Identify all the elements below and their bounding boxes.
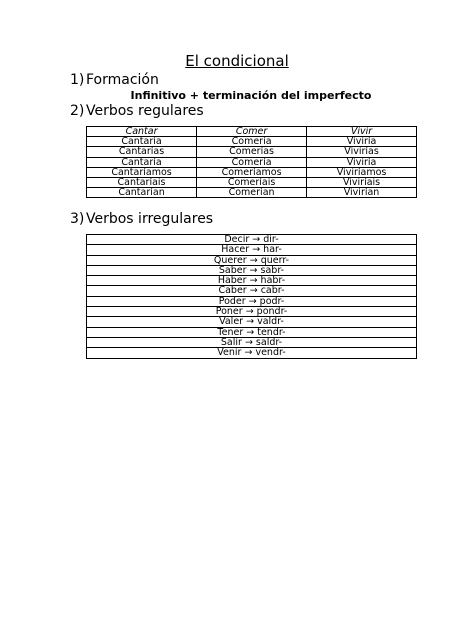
irregular-verbs-table xyxy=(86,234,417,359)
section-regulares-heading xyxy=(70,103,204,119)
table-cell: Comería xyxy=(197,157,307,167)
table-cell: Comeríais xyxy=(197,178,307,188)
table-cell: Tener → tendr- xyxy=(87,327,417,337)
table-row xyxy=(87,276,417,286)
table-cell: Decir → dir- xyxy=(87,235,417,245)
table-row xyxy=(87,245,417,255)
document-title: El condicional xyxy=(185,52,289,70)
table-cell: Cantaríamos xyxy=(87,167,197,177)
table-header-row xyxy=(87,127,417,137)
table-cell: Saber → sabr- xyxy=(87,265,417,275)
table-row xyxy=(87,167,417,177)
table-cell: Comeríamos xyxy=(197,167,307,177)
table-cell: Viviríais xyxy=(307,178,417,188)
table-cell: Viviríamos xyxy=(307,167,417,177)
table-cell: Cantarías xyxy=(87,147,197,157)
column-header: Cantar xyxy=(87,127,197,137)
table-row xyxy=(87,337,417,347)
table-row xyxy=(87,157,417,167)
section-number: 3) xyxy=(70,211,85,227)
section-irregulares-heading xyxy=(70,211,213,227)
table-row xyxy=(87,147,417,157)
table-cell: Hacer → har- xyxy=(87,245,417,255)
table-row xyxy=(87,188,417,198)
table-row xyxy=(87,286,417,296)
regular-verbs-table xyxy=(86,126,417,198)
table-cell: Valer → valdr- xyxy=(87,317,417,327)
column-header: Vivir xyxy=(307,127,417,137)
table-row xyxy=(87,265,417,275)
column-header: Comer xyxy=(197,127,307,137)
table-row xyxy=(87,235,417,245)
table-cell: Poner → pondr- xyxy=(87,307,417,317)
section-label: Verbos regulares xyxy=(86,103,204,119)
table-cell: Cantaríais xyxy=(87,178,197,188)
table-cell: Comería xyxy=(197,137,307,147)
table-cell: Querer → querr- xyxy=(87,255,417,265)
table-row xyxy=(87,137,417,147)
table-row xyxy=(87,178,417,188)
table-cell: Venir → vendr- xyxy=(87,348,417,358)
table-cell: Haber → habr- xyxy=(87,276,417,286)
table-row xyxy=(87,327,417,337)
table-cell: Comerían xyxy=(197,188,307,198)
section-formacion-heading xyxy=(70,72,159,88)
table-cell: Comerías xyxy=(197,147,307,157)
table-row xyxy=(87,296,417,306)
formation-rule: Infinitivo + terminación del imperfecto xyxy=(130,89,372,102)
section-number: 1) xyxy=(70,72,85,88)
table-cell: Cantaría xyxy=(87,137,197,147)
table-cell: Salir → saldr- xyxy=(87,337,417,347)
table-row xyxy=(87,317,417,327)
section-label: Formación xyxy=(86,72,159,88)
table-cell: Viviría xyxy=(307,137,417,147)
table-cell: Vivirías xyxy=(307,147,417,157)
table-row xyxy=(87,348,417,358)
table-cell: Cantaría xyxy=(87,157,197,167)
table-row xyxy=(87,255,417,265)
table-cell: Caber → cabr- xyxy=(87,286,417,296)
section-number: 2) xyxy=(70,103,85,119)
table-cell: Poder → podr- xyxy=(87,296,417,306)
table-cell: Vivirían xyxy=(307,188,417,198)
section-label: Verbos irregulares xyxy=(86,211,214,227)
table-cell: Cantarían xyxy=(87,188,197,198)
table-cell: Viviría xyxy=(307,157,417,167)
table-row xyxy=(87,307,417,317)
